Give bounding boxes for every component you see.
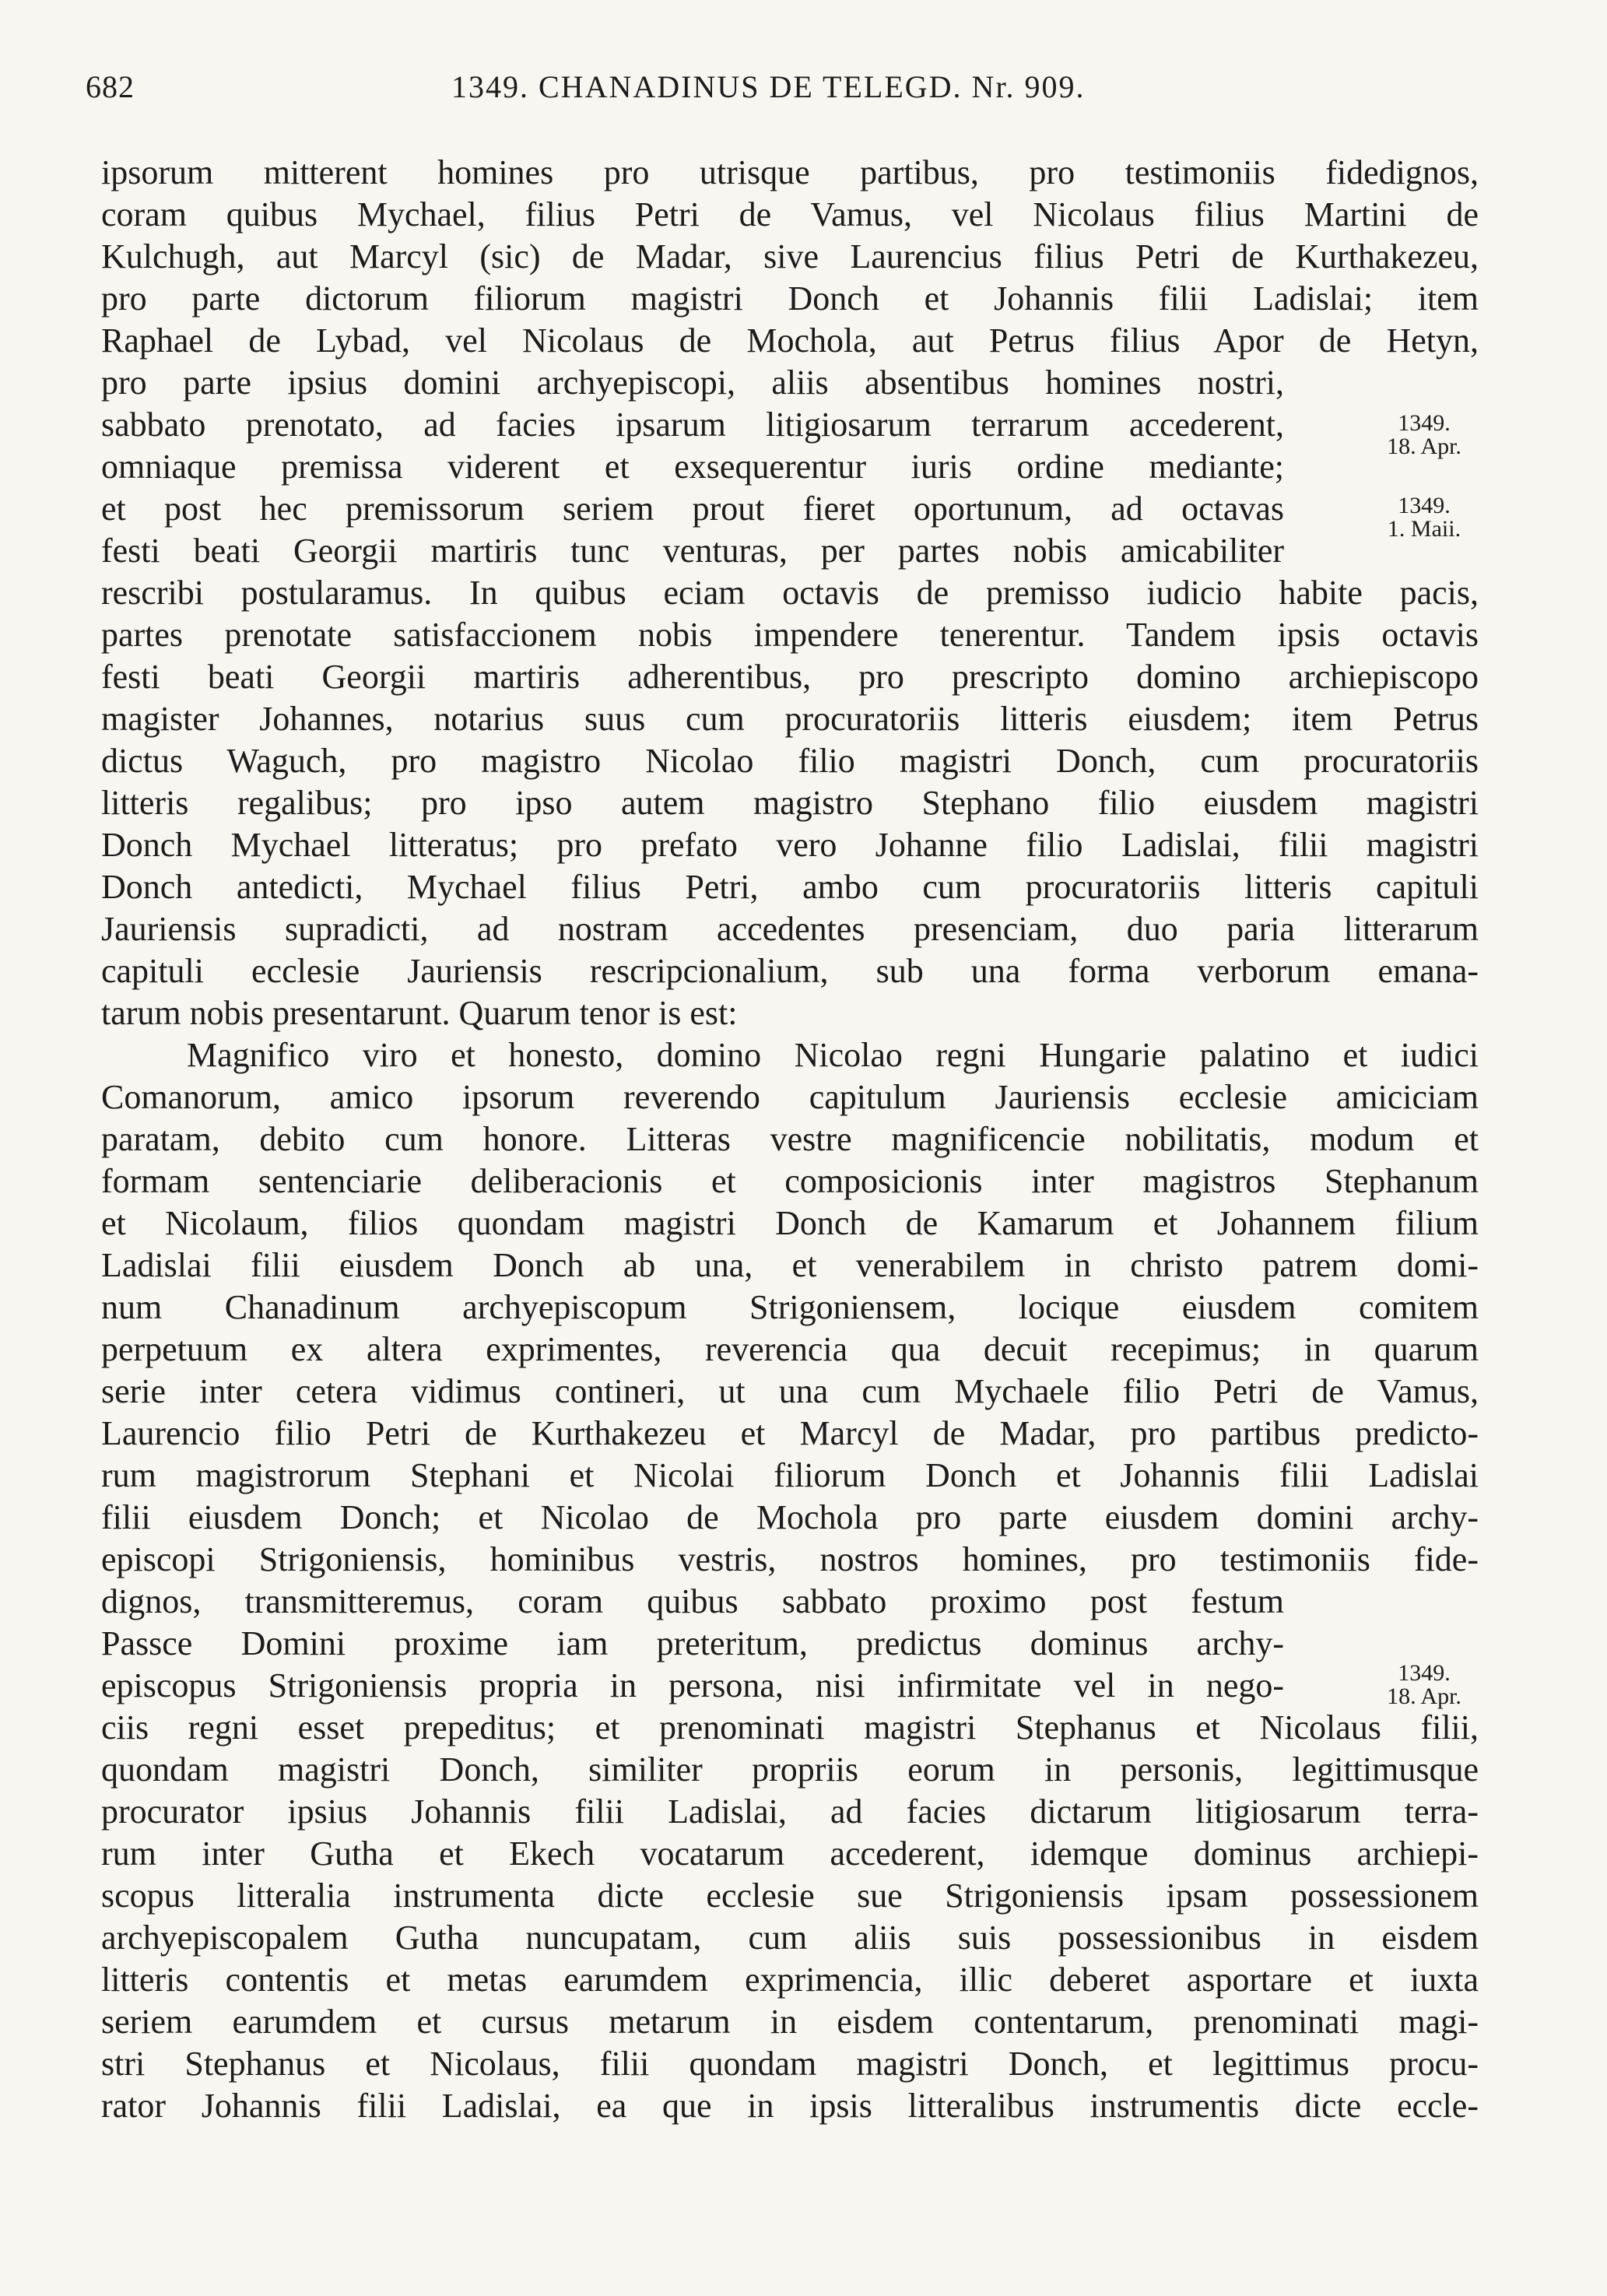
text-line: Kulchugh, aut Marcyl (sic) de Madar, sive Laurencius filius Petri de Kurthakezeu, bbox=[101, 237, 1479, 276]
text-line: Magnifico viro et honesto, domino Nicolao regni Hungarie palatino et iudici bbox=[187, 1036, 1479, 1074]
text-line: Donch antedicti, Mychael filius Petri, ambo cum procuratoriis litteris capituli bbox=[101, 868, 1479, 906]
text-line: scopus litteralia instrumenta dicte ecclesie sue Strigoniensis ipsam possessionem bbox=[101, 1876, 1479, 1915]
text-line: quondam magistri Donch, similiter propriis eorum in personis, legittimusque bbox=[101, 1750, 1479, 1789]
text-line: capituli ecclesie Jauriensis rescripcionalium, sub una forma verborum emana- bbox=[101, 952, 1479, 990]
text-line: magister Johannes, notarius suus cum procuratoriis litteris eiusdem; item Petrus bbox=[101, 700, 1479, 738]
text-line: num Chanadinum archyepiscopum Strigoniensem, locique eiusdem comitem bbox=[101, 1288, 1479, 1326]
text-line: partes prenotate satisfaccionem nobis impendere tenerentur. Tandem ipsis octavis bbox=[101, 616, 1479, 654]
text-line: episcopus Strigoniensis propria in persona, nisi infirmitate vel in nego- bbox=[101, 1666, 1284, 1704]
margin-date-note bbox=[1346, 1662, 1502, 1708]
margin-note-year: 1349. bbox=[1398, 493, 1451, 518]
text-line: seriem earumdem et cursus metarum in eisdem contentarum, prenominati magi- bbox=[101, 2003, 1479, 2041]
text-line: filii eiusdem Donch; et Nicolao de Mochola pro parte eiusdem domini archy- bbox=[101, 1498, 1479, 1536]
text-line: Jauriensis supradicti, ad nostram accedentes presenciam, duo paria litterarum bbox=[101, 910, 1479, 948]
margin-note-date: 18. Apr. bbox=[1387, 1683, 1461, 1709]
text-line: rator Johannis filii Ladislai, ea que in ipsis litteralibus instrumentis dicte eccle- bbox=[101, 2087, 1479, 2125]
text-line: pro parte ipsius domini archyepiscopi, aliis absentibus homines nostri, bbox=[101, 363, 1284, 402]
text-line: pro parte dictorum filiorum magistri Donch et Johannis filii Ladislai; item bbox=[101, 279, 1479, 318]
margin-date-note bbox=[1346, 412, 1502, 458]
text-line: dignos, transmitteremus, coram quibus sabbato proximo post festum bbox=[101, 1582, 1284, 1620]
text-line: Raphael de Lybad, vel Nicolaus de Mochola, aut Petrus filius Apor de Hetyn, bbox=[101, 321, 1479, 360]
margin-note-year: 1349. bbox=[1398, 1660, 1451, 1686]
margin-note-year: 1349. bbox=[1398, 410, 1451, 436]
text-line: archyepiscopalem Gutha nuncupatam, cum aliis suis possessionibus in eisdem bbox=[101, 1919, 1479, 1957]
text-line: Donch Mychael litteratus; pro prefato vero Johanne filio Ladislai, filii magistri bbox=[101, 826, 1479, 864]
text-line: et Nicolaum, filios quondam magistri Donch de Kamarum et Johannem filium bbox=[101, 1204, 1479, 1242]
text-line: festi beati Georgii martiris adherentibus, pro prescripto domino archiepiscopo bbox=[101, 658, 1479, 696]
text-line: sabbato prenotato, ad facies ipsarum litigiosarum terrarum accederent, bbox=[101, 405, 1284, 444]
margin-note-date: 18. Apr. bbox=[1387, 434, 1461, 459]
running-title: 1349. CHANADINUS DE TELEGD. Nr. 909. bbox=[451, 69, 1086, 104]
text-line: Laurencio filio Petri de Kurthakezeu et Marcyl de Madar, pro partibus predicto- bbox=[101, 1414, 1479, 1452]
text-line: stri Stephanus et Nicolaus, filii quondam magistri Donch, et legittimus procu- bbox=[101, 2045, 1479, 2083]
text-line: perpetuum ex altera exprimentes, reverencia qua decuit recepimus; in quarum bbox=[101, 1330, 1479, 1368]
text-line: Passce Domini proxime iam preteritum, predictus dominus archy- bbox=[101, 1624, 1284, 1662]
text-line: rum magistrorum Stephani et Nicolai filiorum Donch et Johannis filii Ladislai bbox=[101, 1456, 1479, 1494]
text-line: rum inter Gutha et Ekech vocatarum accederent, idemque dominus archiepi- bbox=[101, 1834, 1479, 1873]
text-line: omniaque premissa viderent et exsequerentur iuris ordine mediante; bbox=[101, 448, 1284, 486]
text-line: paratam, debito cum honore. Litteras vestre magnificencie nobilitatis, modum et bbox=[101, 1120, 1479, 1158]
text-line: serie inter cetera vidimus contineri, ut una cum Mychaele filio Petri de Vamus, bbox=[101, 1372, 1479, 1410]
text-line: tarum nobis presentarunt. Quarum tenor is est: bbox=[101, 994, 738, 1032]
text-line: litteris contentis et metas earumdem exprimencia, illic deberet asportare et iuxta bbox=[101, 1961, 1479, 1999]
text-line: litteris regalibus; pro ipso autem magistro Stephano filio eiusdem magistri bbox=[101, 784, 1479, 822]
body-text bbox=[101, 152, 1479, 2127]
text-line: Comanorum, amico ipsorum reverendo capitulum Jauriensis ecclesie amiciciam bbox=[101, 1078, 1479, 1116]
text-line: ipsorum mitterent homines pro utrisque partibus, pro testimoniis fidedignos, bbox=[101, 153, 1479, 191]
running-header bbox=[86, 68, 1486, 115]
text-line: procurator ipsius Johannis filii Ladislai, ad facies dictarum litigiosarum terra- bbox=[101, 1792, 1479, 1831]
page-number: 682 bbox=[86, 69, 135, 104]
text-line: ciis regni esset prepeditus; et prenominati magistri Stephanus et Nicolaus filii, bbox=[101, 1708, 1479, 1747]
text-line: rescribi postularamus. In quibus eciam octavis de premisso iudicio habite pacis, bbox=[101, 574, 1479, 612]
text-line: festi beati Georgii martiris tunc venturas, per partes nobis amicabiliter bbox=[101, 532, 1284, 570]
text-line: Ladislai filii eiusdem Donch ab una, et venerabilem in christo patrem domi- bbox=[101, 1246, 1479, 1284]
text-line: coram quibus Mychael, filius Petri de Vamus, vel Nicolaus filius Martini de bbox=[101, 195, 1479, 233]
text-line: episcopi Strigoniensis, hominibus vestris, nostros homines, pro testimoniis fide- bbox=[101, 1540, 1479, 1578]
margin-date-note bbox=[1346, 494, 1502, 541]
margin-note-date: 1. Maii. bbox=[1387, 516, 1461, 542]
text-line: formam sentenciarie deliberacionis et composicionis inter magistros Stephanum bbox=[101, 1162, 1479, 1200]
text-line: dictus Waguch, pro magistro Nicolao filio magistri Donch, cum procuratoriis bbox=[101, 742, 1479, 780]
text-line: et post hec premissorum seriem prout fieret oportunum, ad octavas bbox=[101, 490, 1284, 528]
